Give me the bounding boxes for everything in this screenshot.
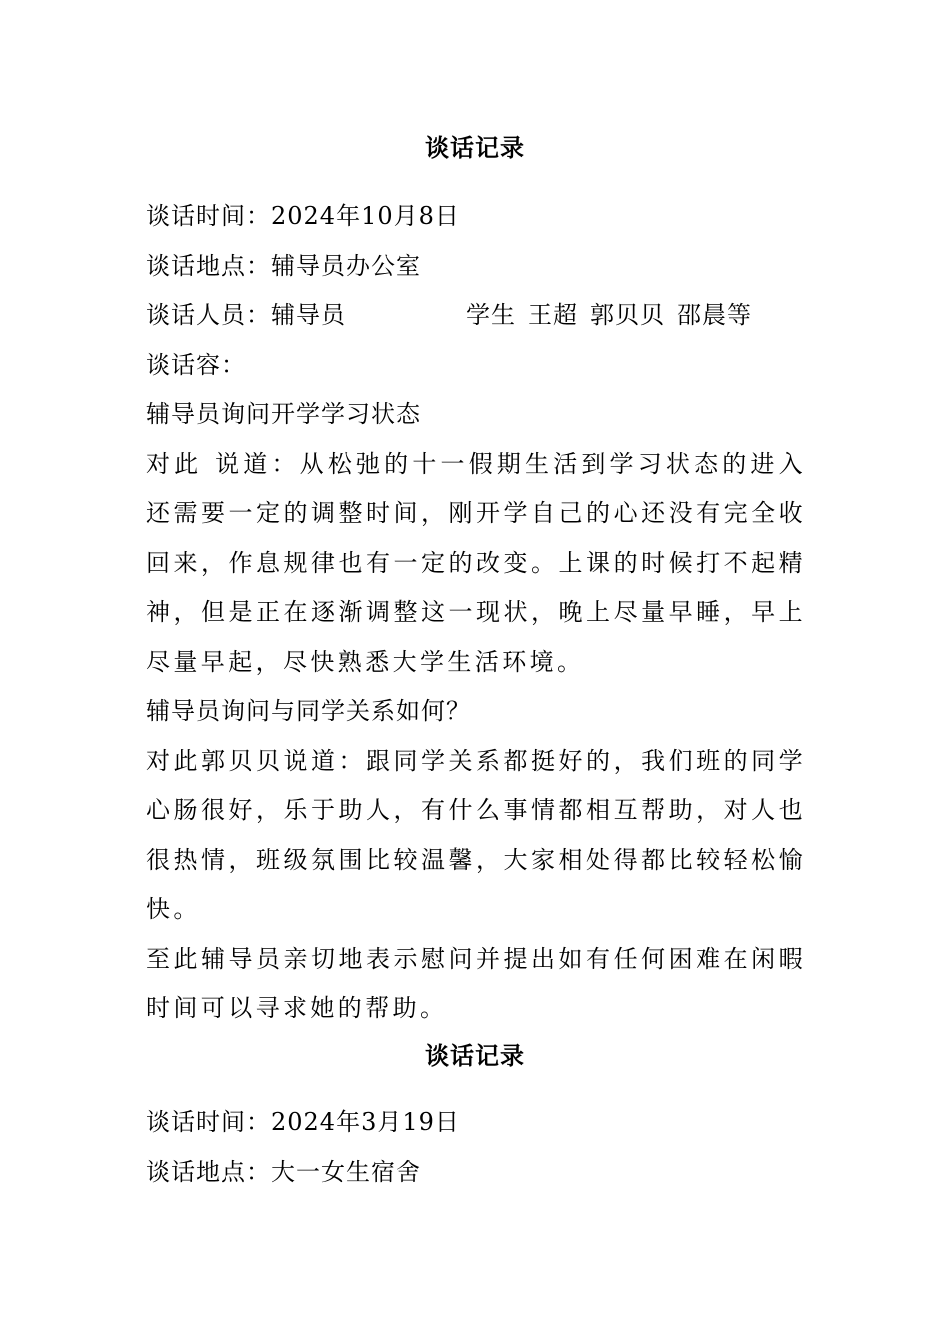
student-name: 郭贝贝: [590, 301, 665, 329]
time-value: 2024年10月8日: [271, 202, 460, 230]
answer-2: 对此郭贝贝说道：跟同学关系都挺好的，我们班的同学心肠很好，乐于助人，有什么事情都相互帮助，对人也很热情，班级氛围比较温馨，大家相处得都比较轻松愉快。: [146, 746, 806, 923]
people-students-label: 学生: [466, 301, 516, 329]
people-line: [146, 291, 806, 341]
answer-1-prefix: 对此: [146, 449, 203, 478]
people-counselor: 辅导员: [271, 301, 346, 329]
place-label: 谈话地点：: [146, 1157, 271, 1186]
student-name: 王超: [528, 301, 578, 329]
place-line: [146, 242, 806, 292]
place-line: [146, 1148, 806, 1198]
time-line: [146, 1098, 806, 1148]
place-label: 谈话地点：: [146, 251, 271, 280]
record-title: 谈话记录: [425, 133, 525, 162]
question-1: 辅导员询问开学学习状态: [146, 400, 421, 428]
time-value: 2024年3月19日: [271, 1108, 460, 1136]
place-value: 大一女生宿舍: [271, 1157, 421, 1186]
time-label: 谈话时间：: [146, 1108, 271, 1136]
content-label: 谈话容：: [146, 350, 246, 379]
question-2: 辅导员询问与同学关系如何？: [146, 697, 471, 725]
record-title: 谈话记录: [425, 1041, 525, 1070]
conversation-record-2: [146, 1036, 806, 1197]
student-name: 邵晨等: [677, 301, 752, 329]
closing-paragraph: 至此辅导员亲切地表示慰问并提出如有任何困难在闲暇时间可以寻求她的帮助。: [146, 944, 806, 1022]
people-label: 谈话人员：: [146, 301, 271, 329]
place-value: 辅导员办公室: [271, 251, 421, 280]
time-line: [146, 192, 806, 242]
answer-1-text: 说道：从松弛的十一假期生活到学习状态的进入还需要一定的调整时间，刚开学自己的心还没有完全收回来，作息规律也有一定的改变。上课的时候打不起精神，但是正在逐渐调整这一现状，晚上尽量早睡，早上尽量早起，尽快熟悉大学生活环境。: [146, 449, 806, 676]
time-label: 谈话时间：: [146, 202, 271, 230]
answer-1: [146, 440, 806, 688]
conversation-record-1: [146, 128, 806, 1034]
